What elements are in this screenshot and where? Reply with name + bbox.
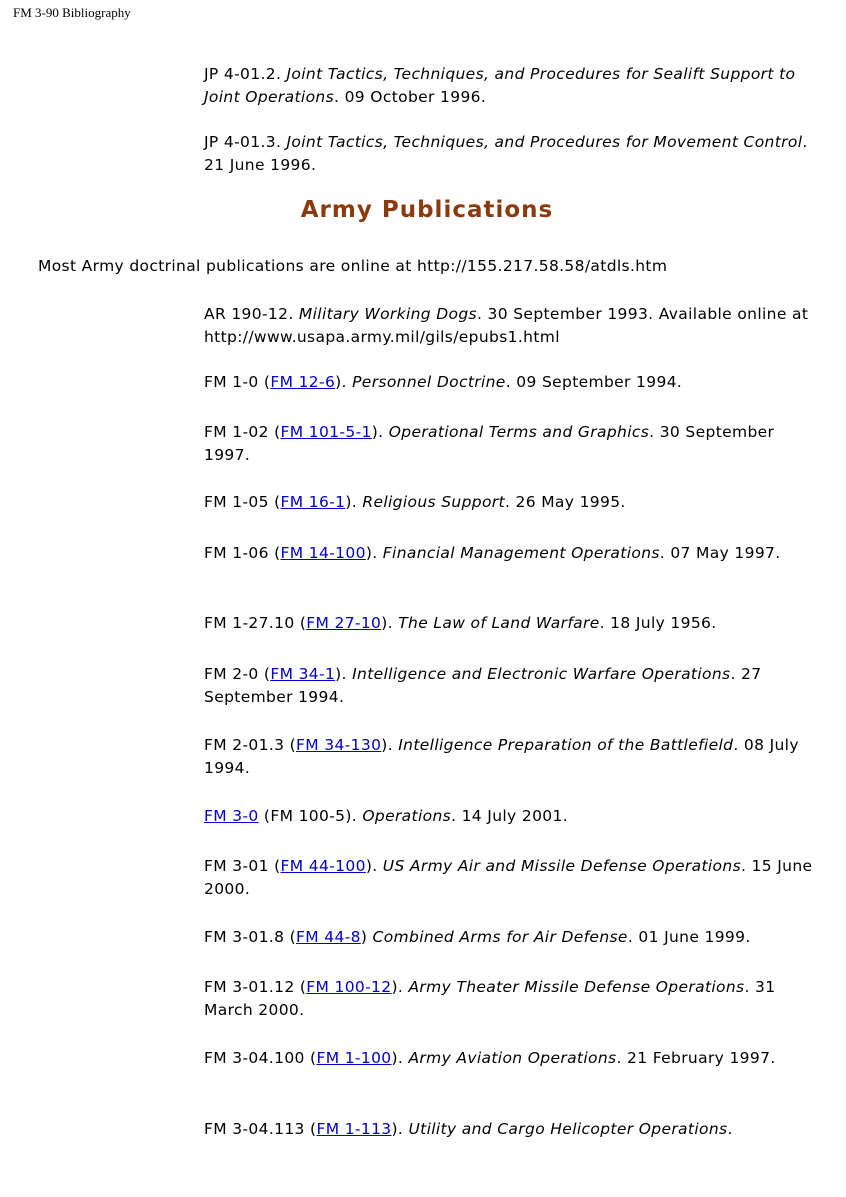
entry-date: . 30 September 1993. Available online at http://www.usapa.army.mil/gils/epubs1.html: [204, 305, 809, 346]
entry-code: FM 1-02 (: [204, 423, 281, 441]
entry-separator: ).: [391, 1120, 409, 1138]
entry-separator: ).: [381, 614, 399, 632]
bibliography-entry: [204, 805, 814, 828]
entry-date: . 31 March 2000.: [204, 978, 776, 1019]
entry-separator: ).: [391, 978, 409, 996]
bibliography-entry: [204, 612, 814, 635]
entry-title: Intelligence and Electronic Warfare Operations: [352, 665, 731, 683]
superseded-manual-link[interactable]: FM 100-12: [306, 978, 392, 996]
bibliography-entry: [204, 303, 814, 349]
entry-separator: ).: [365, 544, 383, 562]
bibliography-entry: [204, 855, 814, 901]
entry-date: . 09 October 1996.: [334, 88, 487, 106]
bibliography-entry: [204, 1118, 814, 1141]
manual-link[interactable]: FM 3-0: [204, 807, 259, 825]
entry-code: FM 3-01.12 (: [204, 978, 307, 996]
entry-date: . 26 May 1995.: [504, 493, 626, 511]
entry-title: US Army Air and Missile Defense Operations: [382, 857, 741, 875]
entry-code: FM 1-0 (: [204, 373, 271, 391]
bibliography-entry: [204, 734, 814, 780]
superseded-manual-link[interactable]: FM 14-100: [280, 544, 366, 562]
entry-separator: ).: [371, 423, 389, 441]
superseded-manual-link[interactable]: FM 1-100: [316, 1049, 392, 1067]
entry-title: Military Working Dogs: [298, 305, 477, 323]
superseded-manual-link[interactable]: FM 27-10: [306, 614, 382, 632]
entry-date: . 21 February 1997.: [616, 1049, 776, 1067]
entry-title: Intelligence Preparation of the Battlefield: [398, 736, 734, 754]
entry-separator: ).: [365, 857, 383, 875]
entry-code: FM 1-05 (: [204, 493, 281, 511]
entry-title: Personnel Doctrine: [352, 373, 506, 391]
section-intro: Most Army doctrinal publications are online at http://155.217.58.58/atdls.htm: [38, 257, 668, 275]
superseded-manual-link[interactable]: FM 1-113: [316, 1120, 392, 1138]
entry-code: FM 3-01.8 (: [204, 928, 297, 946]
entry-code: FM 3-01 (: [204, 857, 281, 875]
entry-code: AR 190-12.: [204, 305, 299, 323]
entry-title: Operational Terms and Graphics: [388, 423, 650, 441]
superseded-manual-link[interactable]: FM 44-100: [280, 857, 366, 875]
entry-code: FM 3-04.113 (: [204, 1120, 317, 1138]
entry-date: . 09 September 1994.: [505, 373, 683, 391]
entry-date: . 07 May 1997.: [659, 544, 781, 562]
entry-title: Religious Support: [362, 493, 505, 511]
entry-separator: ).: [335, 665, 353, 683]
entry-separator: ).: [345, 493, 363, 511]
entry-date: . 18 July 1956.: [599, 614, 717, 632]
bibliography-entry: [204, 491, 814, 514]
entry-separator: ).: [381, 736, 399, 754]
superseded-manual-link[interactable]: FM 101-5-1: [280, 423, 372, 441]
entry-title: The Law of Land Warfare: [398, 614, 600, 632]
entry-separator: ): [360, 928, 373, 946]
entry-code: JP 4-01.3.: [204, 133, 287, 151]
entry-date: . 15 June 2000.: [204, 857, 813, 898]
superseded-manual-link[interactable]: FM 34-1: [270, 665, 336, 683]
bibliography-entry: [204, 1047, 814, 1070]
entry-code: FM 1-27.10 (: [204, 614, 307, 632]
entry-code: FM 1-06 (: [204, 544, 281, 562]
entry-separator: ).: [391, 1049, 409, 1067]
bibliography-entry: [204, 542, 814, 565]
entry-title: Army Theater Missile Defense Operations: [408, 978, 745, 996]
entry-title: Utility and Cargo Helicopter Operations: [408, 1120, 728, 1138]
bibliography-entry: [204, 421, 814, 467]
superseded-manual-link[interactable]: FM 12-6: [270, 373, 336, 391]
entry-title: Joint Tactics, Techniques, and Procedures for Sealift Support to Joint Operations: [204, 65, 796, 106]
section-heading: Army Publications: [300, 197, 554, 223]
entry-title: Combined Arms for Air Defense: [372, 928, 628, 946]
entry-code: FM 2-01.3 (: [204, 736, 297, 754]
entry-title: Operations: [362, 807, 452, 825]
bibliography-entry: [204, 63, 814, 109]
entry-title: Joint Tactics, Techniques, and Procedures for Movement Control: [286, 133, 803, 151]
entry-date: . 14 July 2001.: [451, 807, 568, 825]
bibliography-entry: [204, 926, 814, 949]
bibliography-entry: [204, 371, 814, 394]
bibliography-entry: [204, 976, 814, 1022]
bibliography-entry: [204, 663, 814, 709]
entry-code: FM 3-04.100 (: [204, 1049, 317, 1067]
entry-code: JP 4-01.2.: [204, 65, 287, 83]
entry-separator: ).: [335, 373, 353, 391]
entry-title: Financial Management Operations: [382, 544, 660, 562]
entry-date: . 21 June 1996.: [204, 133, 808, 174]
entry-date: . 01 June 1999.: [627, 928, 751, 946]
superseded-manual-link[interactable]: FM 34-130: [296, 736, 382, 754]
entry-date: . 30 September 1997.: [204, 423, 775, 464]
entry-date: .: [727, 1120, 733, 1138]
entry-title: Army Aviation Operations: [408, 1049, 617, 1067]
entry-separator: (FM 100-5).: [258, 807, 363, 825]
entry-date: . 08 July 1994.: [204, 736, 799, 777]
entry-code: FM 2-0 (: [204, 665, 271, 683]
bibliography-entry: [204, 131, 814, 177]
page-header-title: FM 3-90 Bibliography: [13, 5, 131, 20]
superseded-manual-link[interactable]: FM 16-1: [280, 493, 346, 511]
entry-date: . 27 September 1994.: [204, 665, 762, 706]
superseded-manual-link[interactable]: FM 44-8: [296, 928, 361, 946]
